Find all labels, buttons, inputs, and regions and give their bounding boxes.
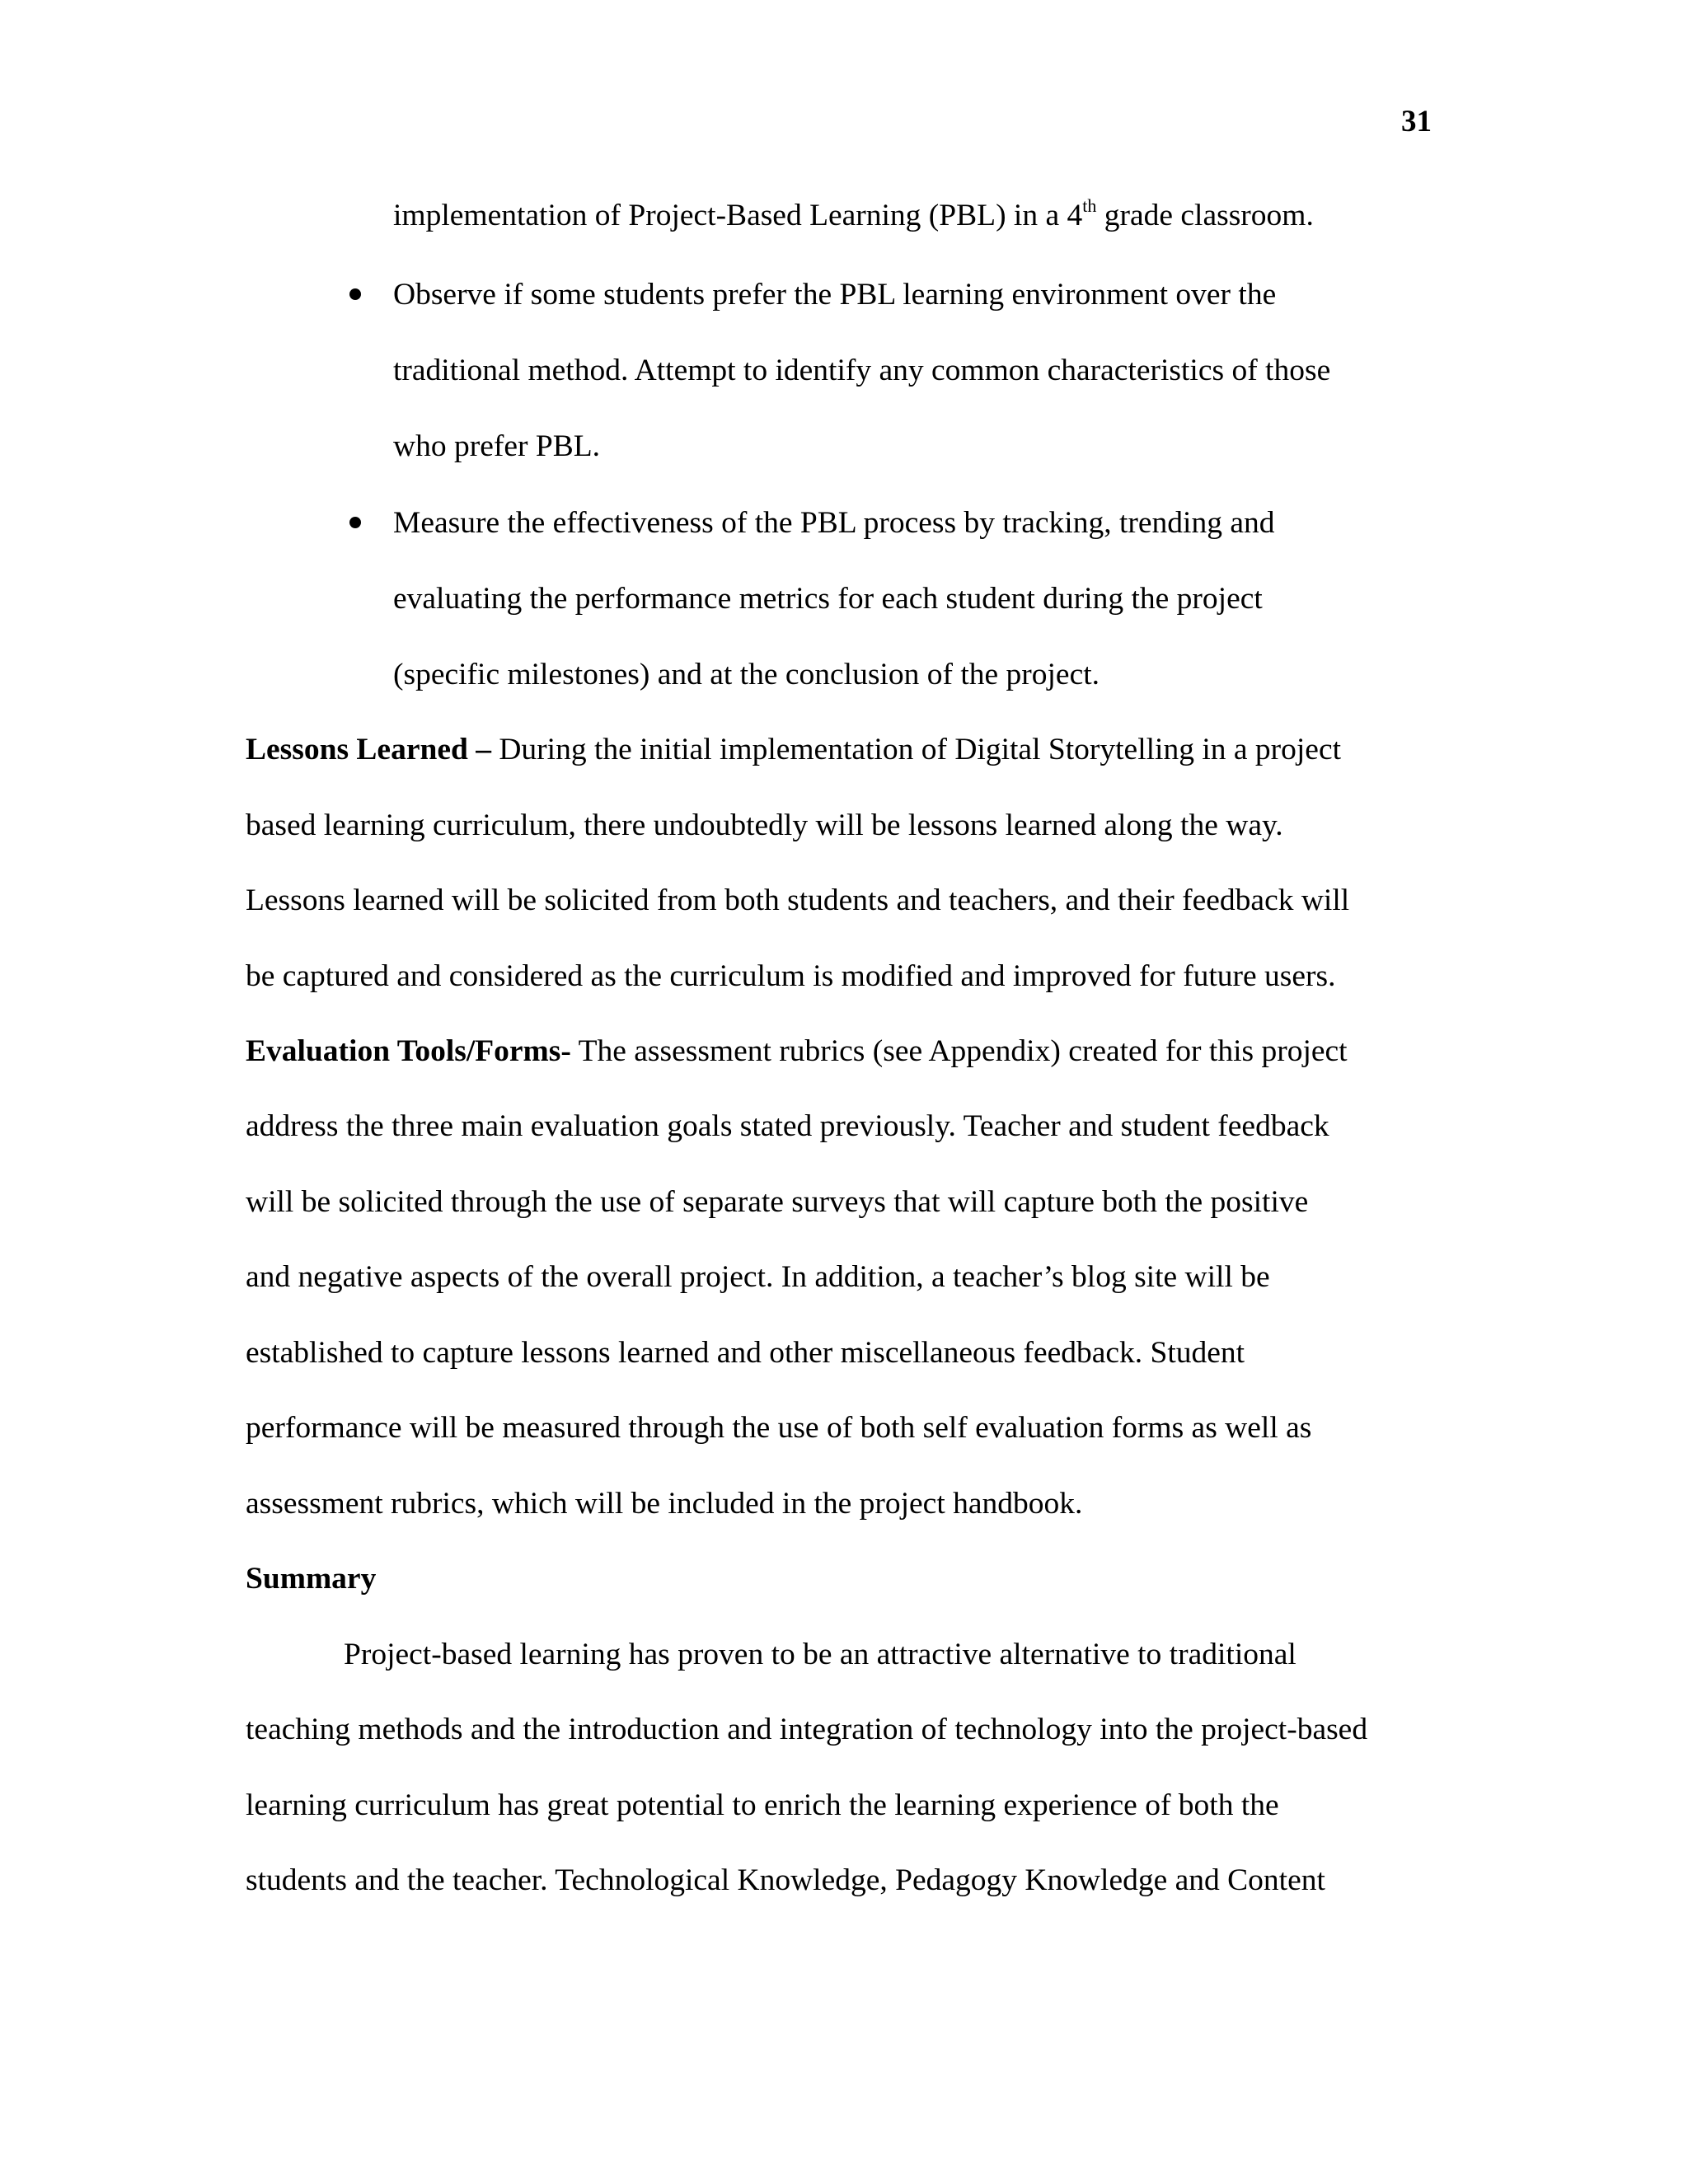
evaluation-line-3: will be solicited through the use of separate surveys that will capture both the positive [246,1185,1309,1219]
summary-line-4: students and the teacher. Technological Knowledge, Pedagogy Knowledge and Content [246,1863,1325,1897]
lessons-learned-line-1 [246,725,1341,775]
evaluation-line-4: and negative aspects of the overall project. In addition, a teacher’s blog site will be [246,1260,1270,1294]
evaluation-line-7: assessment rubrics, which will be included in the project handbook. [246,1487,1083,1521]
bullet-1-line-2: traditional method. Attempt to identify any common characteristics of those [393,354,1331,387]
evaluation-text: The assessment rubrics (see Appendix) created for this project [570,1034,1348,1068]
evaluation-line-6: performance will be measured through the use of both self evaluation forms as well as [246,1411,1312,1445]
summary-line-2: teaching methods and the introduction and integration of technology into the project-based [246,1713,1368,1746]
bullet-1-line-3: who prefer PBL. [393,429,600,463]
lessons-learned-text: During the initial implementation of Digital Storytelling in a project [490,733,1342,766]
lessons-learned-line-3: Lessons learned will be solicited from both students and teachers, and their feedback will [246,883,1350,917]
intro-text-b: grade classroom. [1096,199,1314,232]
evaluation-line-1 [246,1027,1348,1076]
lessons-learned-line-4: be captured and considered as the curriculum is modified and improved for future users. [246,959,1336,993]
summary-line-3: learning curriculum has great potential to enrich the learning experience of both the [246,1788,1279,1822]
summary-heading: Summary [246,1562,377,1596]
bullet-2-line-3: (specific milestones) and at the conclusion of the project. [393,658,1100,691]
evaluation-line-5: established to capture lessons learned and other miscellaneous feedback. Student [246,1336,1245,1370]
evaluation-line-2: address the three main evaluation goals stated previously. Teacher and student feedback [246,1109,1329,1143]
evaluation-heading: Evaluation Tools/Forms- [246,1034,571,1068]
page-number: 31 [1401,105,1432,138]
summary-line-1: Project-based learning has proven to be an attractive alternative to traditional [344,1638,1296,1671]
bullet-1-line-1: Observe if some students prefer the PBL learning environment over the [393,278,1277,312]
lessons-learned-heading: Lessons Learned – [246,733,491,766]
bullet-icon [349,517,361,528]
bullet-icon [349,288,361,300]
intro-continuation-line [393,191,1314,241]
intro-text-a: implementation of Project-Based Learning (PBL) in a 4 [393,199,1083,232]
lessons-learned-line-2: based learning curriculum, there undoubtedly will be lessons learned along the way. [246,808,1283,842]
superscript-th: th [1082,194,1097,216]
bullet-2-line-2: evaluating the performance metrics for each student during the project [393,582,1263,616]
bullet-2-line-1: Measure the effectiveness of the PBL process by tracking, trending and [393,506,1275,540]
